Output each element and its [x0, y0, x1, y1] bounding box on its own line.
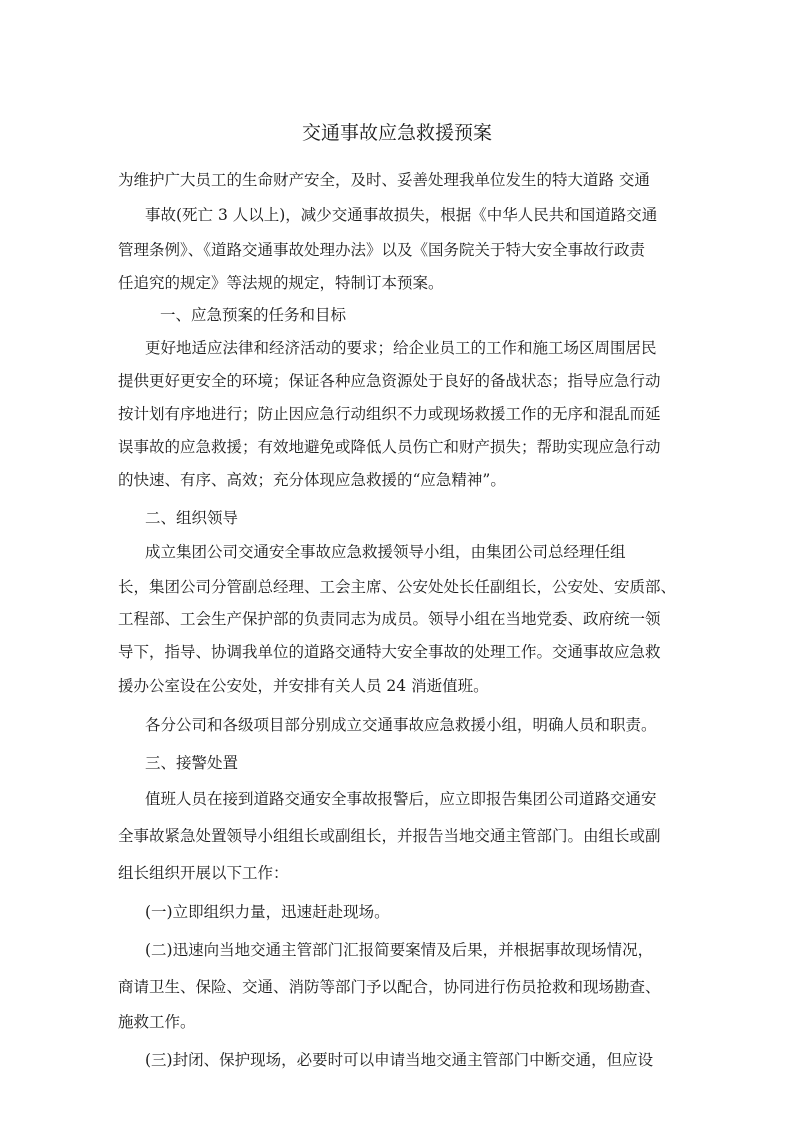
text-line: 按计划有序地进行；防止因应急行动组织不力或现场救援工作的无序和混乱而延 [118, 405, 661, 423]
text-line: 三、接警处置 [145, 754, 239, 772]
text-line: 事故(死亡 3 人以上)，减少交通事故损失，根据《中华人民共和国道路交通 [145, 206, 658, 224]
text-line: 二、组织领导 [145, 509, 239, 527]
text-line: 成立集团公司交通安全事故应急救援领导小组，由集团公司总经理任组 [145, 543, 626, 561]
text-line: 为维护广大员工的生命财产安全，及时、妥善处理我单位发生的特大道路 交通 [118, 171, 650, 189]
text-line: 的快速、有序、高效；充分体现应急救援的“应急精神”。 [118, 471, 506, 489]
text-line: 任追究的规定》等法规的规定，特制订本预案。 [118, 274, 444, 292]
text-line: (二)迅速向当地交通主管部门汇报简要案情及后果，并根据事故现场情况， [145, 941, 654, 959]
text-line: 组长组织开展以下工作： [118, 864, 289, 882]
text-line: 援办公室设在公安处，并安排有关人员 24 消逝值班。 [118, 677, 489, 695]
text-line: 施救工作。 [118, 1013, 196, 1031]
text-line: (一)立即组织力量，迅速赶赴现场。 [145, 903, 390, 921]
text-line: (三)封闭、保护现场，必要时可以申请当地交通主管部门中断交通，但应设 [145, 1051, 654, 1069]
text-line: 误事故的应急救援；有效地避免或降低人员伤亡和财产损失；帮助实现应急行动 [118, 438, 661, 456]
document-title: 交通事故应急救援预案 [301, 122, 492, 144]
text-line: 导下，指导、协调我单位的道路交通特大安全事故的处理工作。交通事故应急救 [118, 643, 661, 661]
text-line: 提供更好更安全的环境；保证各种应急资源处于良好的备战状态；指导应急行动 [118, 372, 661, 390]
text-line: 全事故紧急处置领导小组组长或副组长，并报告当地交通主管部门。由组长或副 [118, 827, 661, 845]
text-line: 长，集团公司分管副总经理、工会主席、公安处处长任副组长，公安处、安质部、 [118, 578, 677, 596]
text-line: 工程部、工会生产保护部的负责同志为成员。领导小组在当地党委、政府统一领 [118, 610, 661, 628]
text-line: 一、应急预案的任务和目标 [160, 306, 347, 324]
text-line: 值班人员在接到道路交通安全事故报警后，应立即报告集团公司道路交通安 [145, 790, 657, 808]
text-line: 更好地适应法律和经济活动的要求；给企业员工的工作和施工场区周围居民 [145, 339, 657, 357]
text-line: 各分公司和各级项目部分别成立交通事故应急救援小组，明确人员和职责。 [145, 716, 657, 734]
text-line: 商请卫生、保险、交通、消防等部门予以配合，协同进行伤员抢救和现场勘查、 [118, 978, 661, 996]
text-line: 管理条例》、《道路交通事故处理办法》以及《国务院关于特大安全事故行政责 [118, 241, 646, 259]
